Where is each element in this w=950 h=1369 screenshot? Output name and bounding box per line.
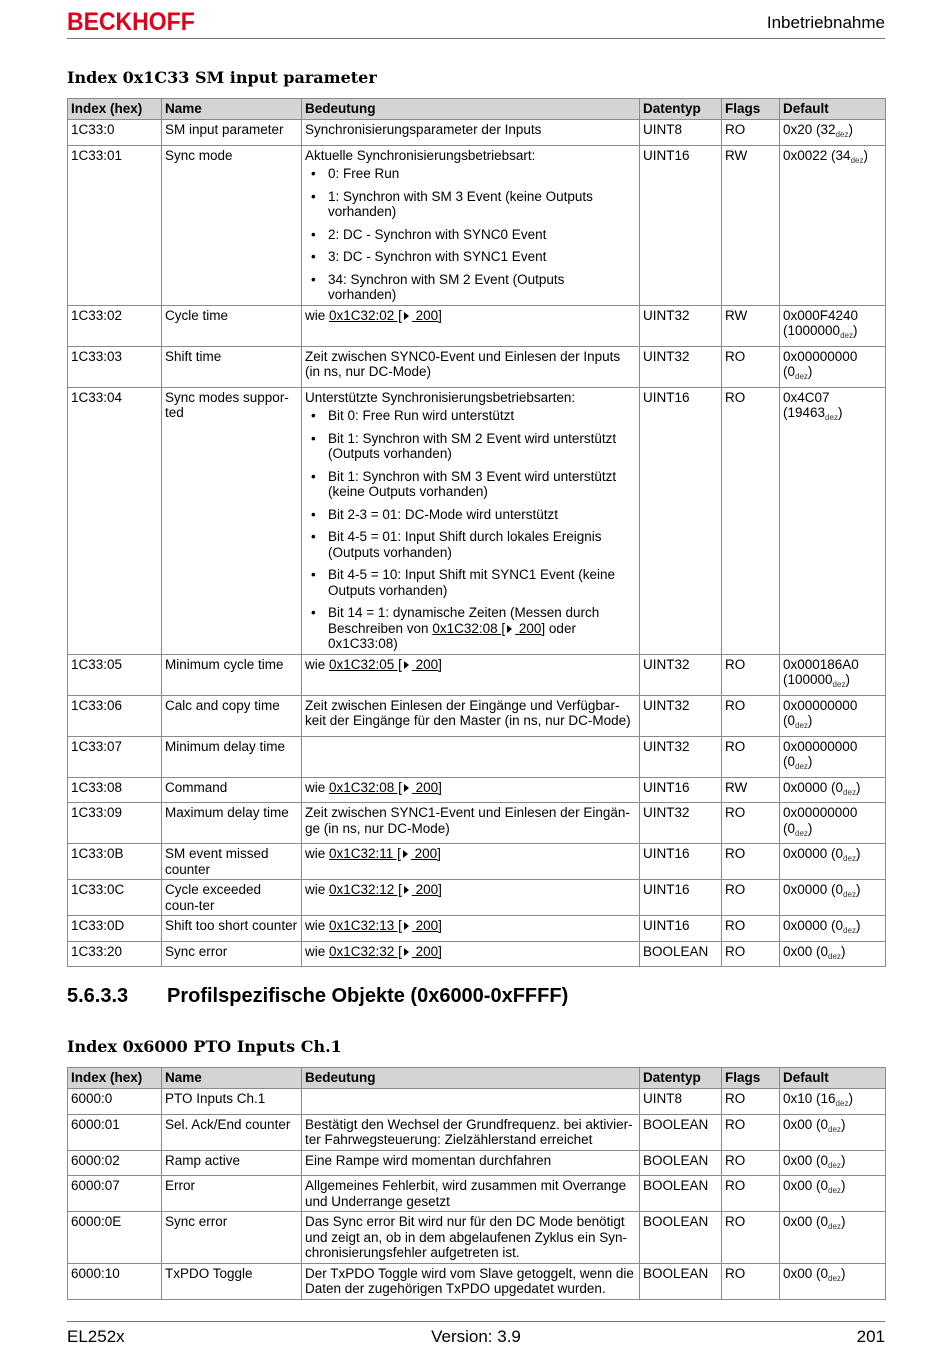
column-header: Index (hex) (68, 1068, 162, 1089)
default-close: ) (840, 943, 846, 959)
cell-flags: RO (722, 387, 780, 654)
cross-reference-link[interactable] (432, 621, 545, 636)
cell-index: 1C33:0C (68, 880, 162, 916)
bullet-item: • 1: Synchron with SM 3 Event (keine Outputs vorhanden) (328, 189, 636, 220)
table-row (68, 1150, 886, 1176)
meaning-text: Zeit zwischen SYNC1-Event und Einlesen der Eingän-ge (in ns, nur DC-Mode) (305, 805, 630, 836)
cell-name: Sel. Ack/End counter (162, 1114, 302, 1150)
default-value: 0x000F4240 (1000000 (783, 307, 859, 338)
page-arrow-icon (404, 922, 409, 930)
decimal-subscript: dez (828, 1273, 841, 1283)
page-arrow-icon (404, 784, 409, 792)
table-row (68, 941, 886, 967)
cell-name: Error (162, 1176, 302, 1212)
cross-reference-page[interactable]: 200] (411, 943, 442, 959)
cell-default (780, 1089, 886, 1115)
cell-datatype: UINT8 (640, 1089, 722, 1115)
cell-name: SM input parameter (162, 120, 302, 146)
page-arrow-icon (507, 625, 512, 633)
default-close: ) (807, 713, 813, 728)
cell-name: Cycle exceeded coun-ter (162, 880, 302, 916)
cell-meaning (302, 1150, 640, 1176)
cell-flags: RO (722, 1176, 780, 1212)
table-row (68, 1089, 886, 1115)
page-footer (67, 1321, 885, 1352)
table-row (68, 1263, 886, 1299)
meaning-text: Aktuelle Synchronisierungsbetriebsart: (305, 147, 536, 163)
decimal-subscript: dez (795, 372, 808, 381)
meaning-text: Bestätigt den Wechsel der Grundfrequenz. bei aktivier-ter Fahrwegsteuerung: Zielzählerstand erreichet (305, 1116, 633, 1147)
decimal-subscript: dez (843, 890, 856, 899)
cell-meaning (302, 305, 640, 346)
cross-reference-target[interactable]: 0x1C32:08 [ (432, 620, 506, 636)
decimal-subscript: dez (795, 762, 808, 771)
cell-default (780, 844, 886, 880)
default-close: ) (840, 1214, 846, 1229)
cell-datatype: UINT16 (640, 777, 722, 803)
cell-name: Minimum cycle time (162, 654, 302, 695)
decimal-subscript: dez (828, 1160, 841, 1170)
cross-reference-target[interactable]: 0x1C32:13 [ (329, 918, 402, 933)
table2-title: Index 0x6000 PTO Inputs Ch.1 (67, 1037, 342, 1056)
cell-datatype: BOOLEAN (640, 1114, 722, 1150)
cross-reference-link[interactable] (329, 918, 442, 933)
table-row (68, 777, 886, 803)
default-value: 0x00000000 (0 (783, 805, 858, 836)
cell-default (780, 916, 886, 942)
table-row (68, 1176, 886, 1212)
cross-reference-link[interactable] (329, 657, 442, 672)
bullet-item: • 2: DC - Synchron with SYNC0 Event (328, 227, 636, 243)
default-close: ) (848, 1091, 853, 1106)
page-arrow-icon (403, 850, 408, 858)
column-header: Name (162, 1068, 302, 1089)
default-close: ) (845, 672, 850, 687)
decimal-subscript: dez (843, 787, 856, 797)
bullet-item: • Bit 0: Free Run wird unterstützt (328, 408, 636, 424)
cell-default (780, 145, 886, 305)
cell-default (780, 654, 886, 695)
table-row (68, 695, 886, 736)
decimal-subscript: dez (828, 951, 841, 961)
cell-meaning (302, 880, 640, 916)
cross-reference-target[interactable]: 0x1C32:11 [ (329, 846, 401, 861)
bullet-item: • Bit 1: Synchron with SM 3 Event wird unterstützt (keine Outputs vorhanden) (328, 469, 636, 500)
bullet-item: • Bit 4-5 = 10: Input Shift mit SYNC1 Event (keine Outputs vorhanden) (328, 567, 636, 598)
default-close: ) (840, 1178, 846, 1193)
cell-datatype: UINT32 (640, 695, 722, 736)
cell-datatype: UINT16 (640, 844, 722, 880)
cell-index: 1C33:09 (68, 803, 162, 844)
cell-index: 1C33:07 (68, 736, 162, 777)
table-row (68, 145, 886, 305)
cell-meaning (302, 777, 640, 803)
meaning-text: Das Sync error Bit wird nur für den DC Mode benötigt und zeigt an, ob in dem abgelaufenen Zyklus ein Syn-chronisierungsfehler aufgetreten ist. (305, 1214, 627, 1260)
cell-flags: RO (722, 1089, 780, 1115)
cell-default (780, 777, 886, 803)
table-row (68, 387, 886, 654)
cell-meaning (302, 387, 640, 654)
beckhoff-logo: BECKHOFF (67, 8, 195, 36)
cell-datatype: UINT32 (640, 305, 722, 346)
cell-flags: RO (722, 1114, 780, 1150)
cell-name: SM event missed counter (162, 844, 302, 880)
cell-index: 6000:0 (68, 1089, 162, 1115)
cell-index: 1C33:01 (68, 145, 162, 305)
default-value: 0x00 (0 (783, 1152, 829, 1168)
default-close: ) (807, 820, 813, 836)
table1-title: Index 0x1C33 SM input parameter (67, 68, 377, 87)
cross-reference-prefix: wie (305, 846, 330, 861)
cell-datatype: UINT16 (640, 387, 722, 654)
column-header: Default (780, 1068, 886, 1089)
default-value: 0x10 (16 (783, 1091, 836, 1106)
cell-meaning (302, 736, 640, 777)
bullet-item: • Bit 1: Synchron with SM 2 Event wird unterstützt (Outputs vorhanden) (328, 431, 636, 462)
page-arrow-icon (404, 661, 409, 669)
column-header: Index (hex) (68, 99, 162, 120)
table-header-row (68, 99, 886, 120)
decimal-subscript: dez (850, 155, 864, 165)
cell-index: 1C33:08 (68, 777, 162, 803)
default-value: 0x000186A0 (100000 (783, 656, 859, 687)
cell-flags: RO (722, 654, 780, 695)
cell-index: 6000:01 (68, 1114, 162, 1150)
cross-reference-page[interactable]: 200] (411, 918, 442, 933)
cross-reference-target[interactable]: 0x1C32:02 [ (329, 307, 402, 323)
cell-index: 6000:02 (68, 1150, 162, 1176)
cross-reference-prefix: wie (305, 779, 330, 795)
cell-name: Command (162, 777, 302, 803)
bullet-item: • 3: DC - Synchron with SYNC1 Event (328, 249, 636, 265)
meaning-text: Synchronisierungsparameter der Inputs (305, 122, 542, 137)
cell-flags: RO (722, 916, 780, 942)
cell-default (780, 1176, 886, 1212)
page-arrow-icon (404, 312, 409, 320)
table-row (68, 1212, 886, 1264)
cell-index: 1C33:03 (68, 346, 162, 387)
cell-flags: RO (722, 880, 780, 916)
cell-meaning (302, 1263, 640, 1299)
default-close: ) (863, 147, 868, 163)
cell-flags: RO (722, 346, 780, 387)
bullet-item: • Bit 2-3 = 01: DC-Mode wird unterstützt (328, 507, 636, 523)
bullet-item: • Bit 4-5 = 01: Input Shift durch lokales Ereignis (Outputs vorhanden) (328, 529, 636, 560)
cell-meaning (302, 1089, 640, 1115)
default-value: 0x0022 (34 (783, 147, 851, 163)
default-close: ) (848, 122, 853, 137)
bullet-text: oder 0x1C33:08) (328, 620, 576, 651)
table-row (68, 120, 886, 146)
cell-index: 1C33:06 (68, 695, 162, 736)
decimal-subscript: dez (835, 1099, 849, 1108)
bullet-text: Bit 14 = 1: dynamische Zeiten (Messen durch Beschreiben von (328, 605, 600, 636)
cell-meaning (302, 1176, 640, 1212)
cell-flags: RO (722, 941, 780, 967)
cell-datatype: UINT32 (640, 654, 722, 695)
default-close: ) (855, 779, 861, 795)
cross-reference-page[interactable]: 200] (515, 620, 546, 636)
cross-reference-target[interactable]: 0x1C32:08 [ (329, 779, 402, 795)
cell-name: Sync mode (162, 145, 302, 305)
cell-name: Sync modes suppor-ted (162, 387, 302, 654)
decimal-subscript: dez (825, 413, 838, 422)
cell-datatype: UINT32 (640, 803, 722, 844)
decimal-subscript: dez (828, 1124, 841, 1134)
bullet-list (305, 408, 636, 652)
decimal-subscript: dez (843, 854, 856, 863)
cell-name: Cycle time (162, 305, 302, 346)
cell-default (780, 880, 886, 916)
cell-flags: RO (722, 1263, 780, 1299)
default-value: 0x0000 (0 (783, 779, 844, 795)
meaning-text: Der TxPDO Toggle wird vom Slave getoggelt, wenn die Daten der zugehörigen TxPDO upgedatet wurden. (305, 1265, 634, 1296)
cell-index: 6000:10 (68, 1263, 162, 1299)
cell-datatype: BOOLEAN (640, 1212, 722, 1264)
section-number: 5.6.3.3 (67, 985, 129, 1007)
column-header: Bedeutung (302, 1068, 640, 1089)
decimal-subscript: dez (795, 721, 808, 730)
default-value: 0x20 (32 (783, 122, 836, 137)
cell-meaning (302, 120, 640, 146)
cross-reference-target[interactable]: 0x1C32:12 [ (329, 882, 402, 897)
decimal-subscript: dez (795, 828, 808, 838)
default-value: 0x0000 (0 (783, 882, 844, 897)
cell-datatype: UINT16 (640, 880, 722, 916)
cell-index: 1C33:02 (68, 305, 162, 346)
default-close: ) (855, 846, 861, 861)
default-close: ) (855, 882, 861, 897)
default-value: 0x00 (0 (783, 1116, 829, 1132)
cell-flags: RO (722, 736, 780, 777)
footer-version: Version: 3.9 (431, 1327, 521, 1346)
cell-meaning (302, 803, 640, 844)
bullet-item: • 0: Free Run (328, 166, 636, 182)
default-close: ) (852, 323, 858, 338)
default-close: ) (855, 918, 861, 933)
cell-flags: RO (722, 1150, 780, 1176)
cell-index: 1C33:20 (68, 941, 162, 967)
cell-default (780, 695, 886, 736)
default-value: 0x00 (0 (783, 1178, 829, 1193)
table-row (68, 844, 886, 880)
cross-reference-page[interactable]: 200] (411, 882, 442, 897)
cell-datatype: UINT32 (640, 346, 722, 387)
cell-flags: RW (722, 145, 780, 305)
meaning-text: Zeit zwischen Einlesen der Eingänge und Verfügbar-keit der Eingänge für den Master (in ns, nur DC-Mode) (305, 697, 631, 728)
default-value: 0x00000000 (0 (783, 697, 858, 728)
cell-index: 1C33:05 (68, 654, 162, 695)
column-header: Name (162, 99, 302, 120)
sm-input-parameter-table (67, 98, 886, 967)
cross-reference-prefix: wie (305, 307, 330, 323)
cell-default (780, 346, 886, 387)
cross-reference-prefix: wie (305, 882, 330, 897)
default-value: 0x00 (0 (783, 1214, 829, 1229)
cell-meaning (302, 654, 640, 695)
cell-default (780, 1212, 886, 1264)
section-heading (67, 985, 568, 1008)
pto-inputs-table (67, 1067, 886, 1300)
cross-reference-link[interactable] (329, 308, 442, 323)
cell-flags: RO (722, 120, 780, 146)
cell-default (780, 387, 886, 654)
column-header: Datentyp (640, 99, 722, 120)
page-arrow-icon (404, 886, 409, 894)
default-value: 0x4C07 (19463 (783, 389, 830, 420)
bullet-list (305, 166, 636, 303)
cell-flags: RO (722, 803, 780, 844)
column-header: Flags (722, 1068, 780, 1089)
table-row (68, 346, 886, 387)
cell-flags: RO (722, 695, 780, 736)
cross-reference-target[interactable]: 0x1C32:05 [ (329, 656, 402, 672)
default-value: 0x0000 (0 (783, 846, 844, 861)
cross-reference-prefix: wie (305, 918, 330, 933)
cell-flags: RW (722, 305, 780, 346)
default-value: 0x0000 (0 (783, 918, 844, 933)
table-row (68, 305, 886, 346)
cross-reference-link[interactable] (329, 780, 442, 795)
meaning-text: Zeit zwischen SYNC0-Event und Einlesen der Inputs (in ns, nur DC-Mode) (305, 348, 621, 379)
cell-flags: RO (722, 844, 780, 880)
table-header-row (68, 1068, 886, 1089)
cell-name: Calc and copy time (162, 695, 302, 736)
decimal-subscript: dez (828, 1186, 841, 1195)
cell-name: PTO Inputs Ch.1 (162, 1089, 302, 1115)
default-close: ) (807, 754, 813, 769)
decimal-subscript: dez (835, 130, 849, 139)
decimal-subscript: dez (843, 926, 856, 935)
cell-default (780, 120, 886, 146)
cell-default (780, 1263, 886, 1299)
table-row (68, 1114, 886, 1150)
cell-meaning (302, 346, 640, 387)
cross-reference-page[interactable]: 200] (411, 656, 442, 672)
default-close: ) (840, 1265, 846, 1281)
column-header: Flags (722, 99, 780, 120)
cross-reference-link[interactable] (329, 846, 441, 861)
cell-flags: RW (722, 777, 780, 803)
cell-name: Sync error (162, 1212, 302, 1264)
cell-meaning (302, 1114, 640, 1150)
default-value: 0x00000000 (0 (783, 738, 858, 769)
cell-name: Minimum delay time (162, 736, 302, 777)
cell-meaning (302, 916, 640, 942)
footer-product: EL252x (67, 1327, 125, 1346)
section-title: Profilspezifische Objekte (0x6000-0xFFFF) (167, 985, 569, 1007)
cell-datatype: UINT16 (640, 145, 722, 305)
meaning-text: Allgemeines Fehlerbit, wird zusammen mit Overrange und Underrange gesetzt (305, 1178, 627, 1209)
table-row (68, 736, 886, 777)
cross-reference-link[interactable] (329, 882, 442, 897)
default-value: 0x00 (0 (783, 1265, 829, 1281)
cell-name: Maximum delay time (162, 803, 302, 844)
cross-reference-target[interactable]: 0x1C32:32 [ (329, 943, 402, 959)
cell-index: 1C33:04 (68, 387, 162, 654)
decimal-subscript: dez (832, 680, 846, 689)
cell-name: Shift time (162, 346, 302, 387)
cell-datatype: UINT16 (640, 916, 722, 942)
default-value: 0x00000000 (0 (783, 348, 858, 379)
header-section-name: Inbetriebnahme (766, 13, 885, 32)
cell-datatype: UINT32 (640, 736, 722, 777)
cell-default (780, 803, 886, 844)
decimal-subscript: dez (840, 331, 853, 340)
cell-datatype: BOOLEAN (640, 1150, 722, 1176)
default-close: ) (840, 1116, 846, 1132)
bullet-item (328, 605, 636, 652)
table-row (68, 654, 886, 695)
meaning-text: Unterstützte Synchronisierungsbetriebsarten: (305, 389, 576, 405)
cross-reference-link[interactable] (329, 944, 442, 959)
cell-index: 6000:07 (68, 1176, 162, 1212)
cross-reference-prefix: wie (305, 943, 330, 959)
page-arrow-icon (404, 948, 409, 956)
cell-meaning (302, 844, 640, 880)
cell-index: 1C33:0B (68, 844, 162, 880)
cell-default (780, 736, 886, 777)
cell-meaning (302, 145, 640, 305)
cross-reference-page[interactable]: 200] (411, 779, 442, 795)
cell-index: 1C33:0 (68, 120, 162, 146)
default-value: 0x00 (0 (783, 943, 829, 959)
cell-name: TxPDO Toggle (162, 1263, 302, 1299)
table-row (68, 916, 886, 942)
cell-default (780, 941, 886, 967)
default-close: ) (840, 1152, 846, 1168)
page-header (67, 8, 885, 39)
cell-index: 1C33:0D (68, 916, 162, 942)
cross-reference-page[interactable]: 200] (411, 307, 442, 323)
cell-index: 6000:0E (68, 1212, 162, 1264)
cell-meaning (302, 941, 640, 967)
table-row (68, 803, 886, 844)
footer-page-number: 201 (856, 1327, 885, 1346)
cell-datatype: UINT8 (640, 120, 722, 146)
cell-datatype: BOOLEAN (640, 1176, 722, 1212)
default-close: ) (837, 405, 843, 420)
cell-name: Sync error (162, 941, 302, 967)
cross-reference-page[interactable]: 200] (410, 846, 441, 861)
cell-default (780, 1150, 886, 1176)
cell-datatype: BOOLEAN (640, 941, 722, 967)
cell-datatype: BOOLEAN (640, 1263, 722, 1299)
cell-name: Ramp active (162, 1150, 302, 1176)
cell-meaning (302, 1212, 640, 1264)
column-header: Default (780, 99, 886, 120)
cross-reference-prefix: wie (305, 656, 330, 672)
cell-default (780, 1114, 886, 1150)
cell-meaning (302, 695, 640, 736)
column-header: Bedeutung (302, 99, 640, 120)
decimal-subscript: dez (828, 1222, 841, 1231)
table-row (68, 880, 886, 916)
meaning-text: Eine Rampe wird momentan durchfahren (305, 1152, 552, 1168)
column-header: Datentyp (640, 1068, 722, 1089)
cell-default (780, 305, 886, 346)
cell-name: Shift too short counter (162, 916, 302, 942)
bullet-item: • 34: Synchron with SM 2 Event (Outputs vorhanden) (328, 272, 636, 303)
default-close: ) (807, 364, 813, 379)
cell-flags: RO (722, 1212, 780, 1264)
